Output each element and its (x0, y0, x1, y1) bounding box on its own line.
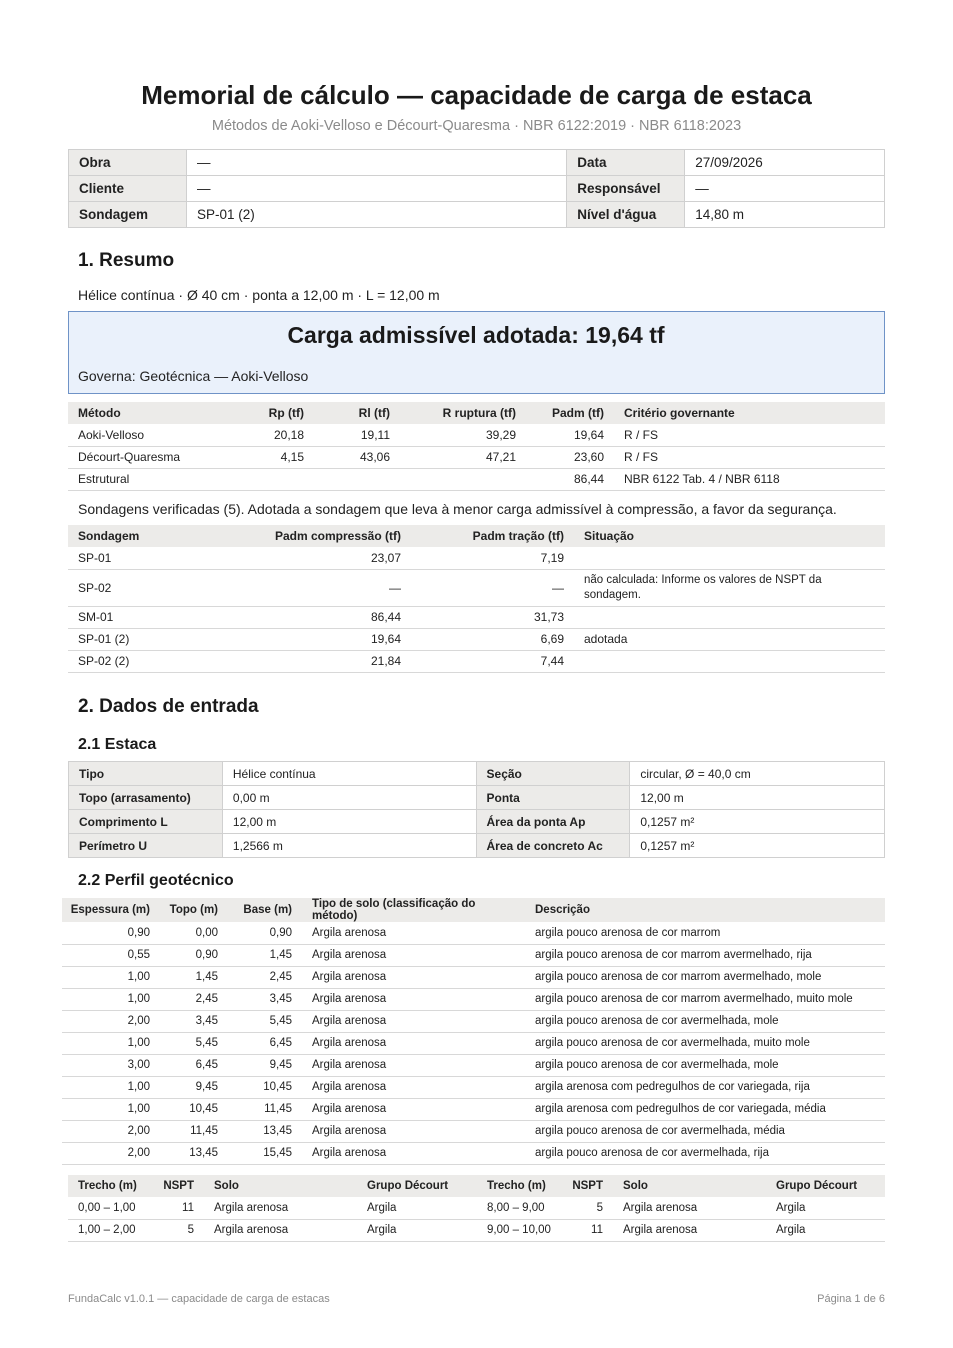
table-cell: 13,45 (228, 1120, 302, 1142)
table-row (69, 834, 885, 858)
table-row (69, 150, 885, 176)
table-row (68, 1219, 885, 1241)
table-cell: 9,00 – 10,00 (477, 1219, 561, 1241)
table-cell: 3,45 (154, 1010, 228, 1032)
table-cell: Estrutural (68, 468, 218, 490)
table-cell: 6,45 (154, 1054, 228, 1076)
table-cell: — (411, 569, 574, 606)
table-row (68, 1197, 885, 1219)
table-cell: Argila arenosa (302, 1076, 531, 1098)
table-cell: 5 (152, 1219, 204, 1241)
table-row (69, 176, 885, 202)
obra-value: — (186, 150, 566, 176)
table-cell: 0,00 – 1,00 (68, 1197, 152, 1219)
table-cell: Argila arenosa (302, 922, 531, 944)
column-header: Rl (tf) (314, 402, 400, 424)
table-row (62, 966, 885, 988)
table-row (69, 810, 885, 834)
column-header: Grupo Décourt (357, 1175, 477, 1197)
table-cell: SP-02 (68, 569, 238, 606)
table-cell: Área da ponta Ap (476, 810, 630, 834)
table-cell: 1,00 (62, 1076, 154, 1098)
table-cell: 11 (152, 1197, 204, 1219)
table-row (68, 424, 885, 446)
table-cell: argila pouco arenosa de cor avermelhada, mole (531, 1054, 885, 1076)
column-header: Método (68, 402, 218, 424)
footer-app-info: FundaCalc v1.0.1 — capacidade de carga de estacas (68, 1293, 330, 1305)
table-cell: 0,00 m (222, 786, 476, 810)
table-row (69, 762, 885, 786)
methods-table (68, 402, 885, 491)
table-cell: argila pouco arenosa de cor marrom avermelhado, muito mole (531, 988, 885, 1010)
subsection-heading-estaca: 2.1 Estaca (78, 736, 157, 753)
table-cell: Argila (357, 1197, 477, 1219)
table-cell: SP-02 (2) (68, 650, 238, 672)
table-cell: — (238, 569, 411, 606)
table-cell: 86,44 (526, 468, 614, 490)
pile-data-table (68, 761, 885, 858)
table-cell: Argila (357, 1219, 477, 1241)
table-cell: 23,07 (238, 547, 411, 569)
table-cell: Tipo (69, 762, 223, 786)
table-row (62, 1010, 885, 1032)
table-cell: Argila arenosa (302, 1142, 531, 1164)
table-row (62, 1032, 885, 1054)
column-header: NSPT (152, 1175, 204, 1197)
table-cell: circular, Ø = 40,0 cm (630, 762, 885, 786)
column-header: Tipo de solo (classificação do método) (302, 898, 531, 922)
table-cell: Área de concreto Ac (476, 834, 630, 858)
subsection-heading-perfil: 2.2 Perfil geotécnico (78, 872, 234, 889)
table-cell: Ponta (476, 786, 630, 810)
nivel-agua-value: 14,80 m (685, 202, 885, 228)
table-cell: 0,1257 m² (630, 810, 885, 834)
table-row (62, 922, 885, 944)
table-cell: 5 (561, 1197, 613, 1219)
table-row (62, 1120, 885, 1142)
table-cell: 11,45 (228, 1098, 302, 1120)
table-cell: 3,45 (228, 988, 302, 1010)
column-header: Solo (613, 1175, 766, 1197)
table-cell: Comprimento L (69, 810, 223, 834)
table-cell: 13,45 (154, 1142, 228, 1164)
responsavel-value: — (685, 176, 885, 202)
table-cell: argila arenosa com pedregulhos de cor variegada, rija (531, 1076, 885, 1098)
table-cell: 6,69 (411, 628, 574, 650)
table-row (68, 569, 885, 606)
table-cell: Perímetro U (69, 834, 223, 858)
footer-page-number: Página 1 de 6 (817, 1293, 885, 1305)
table-cell: SP-01 (2) (68, 628, 238, 650)
table-cell: 9,45 (154, 1076, 228, 1098)
table-cell: 5,45 (154, 1032, 228, 1054)
table-row (62, 1076, 885, 1098)
column-header: Situação (574, 525, 885, 547)
responsavel-label: Responsável (567, 176, 685, 202)
table-row (69, 202, 885, 228)
column-header: R ruptura (tf) (400, 402, 526, 424)
table-cell: 8,00 – 9,00 (477, 1197, 561, 1219)
table-cell: 2,00 (62, 1120, 154, 1142)
table-row (62, 1054, 885, 1076)
table-cell: 1,00 (62, 1032, 154, 1054)
table-cell: 1,00 (62, 966, 154, 988)
table-cell: 1,00 (62, 1098, 154, 1120)
column-header: Sondagem (68, 525, 238, 547)
table-cell: 19,64 (238, 628, 411, 650)
table-cell: Argila arenosa (302, 1032, 531, 1054)
table-cell: 1,00 – 2,00 (68, 1219, 152, 1241)
table-cell: Argila arenosa (302, 988, 531, 1010)
column-header: Padm (tf) (526, 402, 614, 424)
table-cell: 5,45 (228, 1010, 302, 1032)
table-cell (218, 468, 314, 490)
table-row (62, 988, 885, 1010)
table-row (68, 547, 885, 569)
table-cell: 15,45 (228, 1142, 302, 1164)
column-header: Critério governante (614, 402, 885, 424)
table-row (68, 628, 885, 650)
table-cell: Argila arenosa (302, 944, 531, 966)
table-cell: Topo (arrasamento) (69, 786, 223, 810)
column-header: NSPT (561, 1175, 613, 1197)
sondagem-value: SP-01 (2) (186, 202, 566, 228)
page-title: Memorial de cálculo — capacidade de carga de estaca (141, 80, 812, 110)
column-header: Padm tração (tf) (411, 525, 574, 547)
table-cell: NBR 6122 Tab. 4 / NBR 6118 (614, 468, 885, 490)
table-cell (574, 606, 885, 628)
column-header: Trecho (m) (477, 1175, 561, 1197)
table-cell: argila pouco arenosa de cor avermelhada, muito mole (531, 1032, 885, 1054)
table-cell: 0,1257 m² (630, 834, 885, 858)
table-cell (574, 547, 885, 569)
table-row (68, 606, 885, 628)
column-header: Base (m) (228, 898, 302, 922)
table-cell: 10,45 (228, 1076, 302, 1098)
column-header: Solo (204, 1175, 357, 1197)
table-cell: SP-01 (68, 547, 238, 569)
table-cell: 1,45 (228, 944, 302, 966)
table-cell: Argila arenosa (302, 1120, 531, 1142)
nspt-table (68, 1175, 885, 1242)
table-cell: argila pouco arenosa de cor marrom avermelhado, rija (531, 944, 885, 966)
table-cell: não calculada: Informe os valores de NSPT da sondagem. (574, 569, 885, 606)
adopted-load-value: Carga admissível adotada: 19,64 tf (287, 322, 665, 348)
section-heading-dados: 2. Dados de entrada (78, 696, 259, 717)
table-header-row (68, 402, 885, 424)
table-cell: 1,00 (62, 988, 154, 1010)
table-cell: Seção (476, 762, 630, 786)
column-header: Rp (tf) (218, 402, 314, 424)
sondagens-note: Sondagens verificadas (5). Adotada a sondagem que leva à menor carga admissível à compressão, a favor da segurança. (78, 501, 837, 517)
table-cell: 7,19 (411, 547, 574, 569)
table-cell: 3,00 (62, 1054, 154, 1076)
table-cell: argila arenosa com pedregulhos de cor variegada, média (531, 1098, 885, 1120)
column-header: Padm compressão (tf) (238, 525, 411, 547)
table-cell: Argila arenosa (204, 1197, 357, 1219)
cliente-label: Cliente (69, 176, 187, 202)
table-cell: Argila arenosa (302, 966, 531, 988)
table-cell: Décourt-Quaresma (68, 446, 218, 468)
table-cell: 23,60 (526, 446, 614, 468)
section-heading-resumo: 1. Resumo (78, 250, 175, 271)
table-cell: 0,55 (62, 944, 154, 966)
table-cell (314, 468, 400, 490)
table-header-row (68, 1175, 885, 1197)
table-cell: 0,90 (154, 944, 228, 966)
table-cell: 2,00 (62, 1142, 154, 1164)
table-cell: Argila arenosa (302, 1010, 531, 1032)
table-cell: 0,90 (228, 922, 302, 944)
table-cell: 4,15 (218, 446, 314, 468)
table-row (68, 650, 885, 672)
table-cell: 0,00 (154, 922, 228, 944)
table-cell: 47,21 (400, 446, 526, 468)
table-cell: 20,18 (218, 424, 314, 446)
table-cell: Argila arenosa (302, 1098, 531, 1120)
page-subtitle: Métodos de Aoki-Velloso e Décourt-Quaresma · NBR 6122:2019 · NBR 6118:2023 (211, 118, 742, 134)
table-cell: 12,00 m (630, 786, 885, 810)
column-header: Espessura (m) (62, 898, 154, 922)
table-row (62, 1142, 885, 1164)
table-row (68, 446, 885, 468)
nivel-agua-label: Nível d'água (567, 202, 685, 228)
adopted-load-box (68, 311, 885, 394)
table-cell: Argila (766, 1219, 885, 1241)
table-cell: 19,11 (314, 424, 400, 446)
table-cell: 86,44 (238, 606, 411, 628)
table-cell: 11 (561, 1219, 613, 1241)
table-cell: 2,45 (228, 966, 302, 988)
table-row (68, 468, 885, 490)
table-cell: SM-01 (68, 606, 238, 628)
table-cell: 19,64 (526, 424, 614, 446)
data-label: Data (567, 150, 685, 176)
table-cell: 9,45 (228, 1054, 302, 1076)
column-header: Descrição (531, 898, 885, 922)
table-cell: 1,45 (154, 966, 228, 988)
table-header-row (62, 898, 885, 922)
table-header-row (68, 525, 885, 547)
table-cell: Argila arenosa (613, 1197, 766, 1219)
table-cell: 12,00 m (222, 810, 476, 834)
table-cell: R / FS (614, 446, 885, 468)
project-info-table (68, 149, 885, 228)
resumo-line: Hélice contínua · Ø 40 cm · ponta a 12,00 m · L = 12,00 m (78, 287, 440, 303)
table-cell: 21,84 (238, 650, 411, 672)
table-cell: Argila arenosa (204, 1219, 357, 1241)
table-cell: 11,45 (154, 1120, 228, 1142)
table-cell: 10,45 (154, 1098, 228, 1120)
table-cell: argila pouco arenosa de cor marrom (531, 922, 885, 944)
table-row (62, 1098, 885, 1120)
table-cell: R / FS (614, 424, 885, 446)
table-row (69, 786, 885, 810)
table-cell: 0,90 (62, 922, 154, 944)
governing-method: Governa: Geotécnica — Aoki-Velloso (78, 368, 309, 384)
table-cell: argila pouco arenosa de cor avermelhada, mole (531, 1010, 885, 1032)
obra-label: Obra (69, 150, 187, 176)
table-cell (400, 468, 526, 490)
sondagem-label: Sondagem (69, 202, 187, 228)
table-cell: Hélice contínua (222, 762, 476, 786)
data-value: 27/09/2026 (685, 150, 885, 176)
soil-profile-table (62, 898, 885, 1165)
table-cell: Aoki-Velloso (68, 424, 218, 446)
table-cell: 2,00 (62, 1010, 154, 1032)
table-row (62, 944, 885, 966)
table-cell: 6,45 (228, 1032, 302, 1054)
table-cell (574, 650, 885, 672)
table-cell: Argila (766, 1197, 885, 1219)
column-header: Trecho (m) (68, 1175, 152, 1197)
table-cell: argila pouco arenosa de cor marrom avermelhado, mole (531, 966, 885, 988)
table-cell: Argila arenosa (302, 1054, 531, 1076)
table-cell: Argila arenosa (613, 1219, 766, 1241)
table-cell: 31,73 (411, 606, 574, 628)
table-cell: 39,29 (400, 424, 526, 446)
table-cell: argila pouco arenosa de cor avermelhada, média (531, 1120, 885, 1142)
table-cell: 43,06 (314, 446, 400, 468)
table-cell: adotada (574, 628, 885, 650)
table-cell: 1,2566 m (222, 834, 476, 858)
cliente-value: — (186, 176, 566, 202)
table-cell: 2,45 (154, 988, 228, 1010)
table-cell: 7,44 (411, 650, 574, 672)
column-header: Topo (m) (154, 898, 228, 922)
table-cell: argila pouco arenosa de cor avermelhada, rija (531, 1142, 885, 1164)
boreholes-table (68, 525, 885, 673)
column-header: Grupo Décourt (766, 1175, 885, 1197)
